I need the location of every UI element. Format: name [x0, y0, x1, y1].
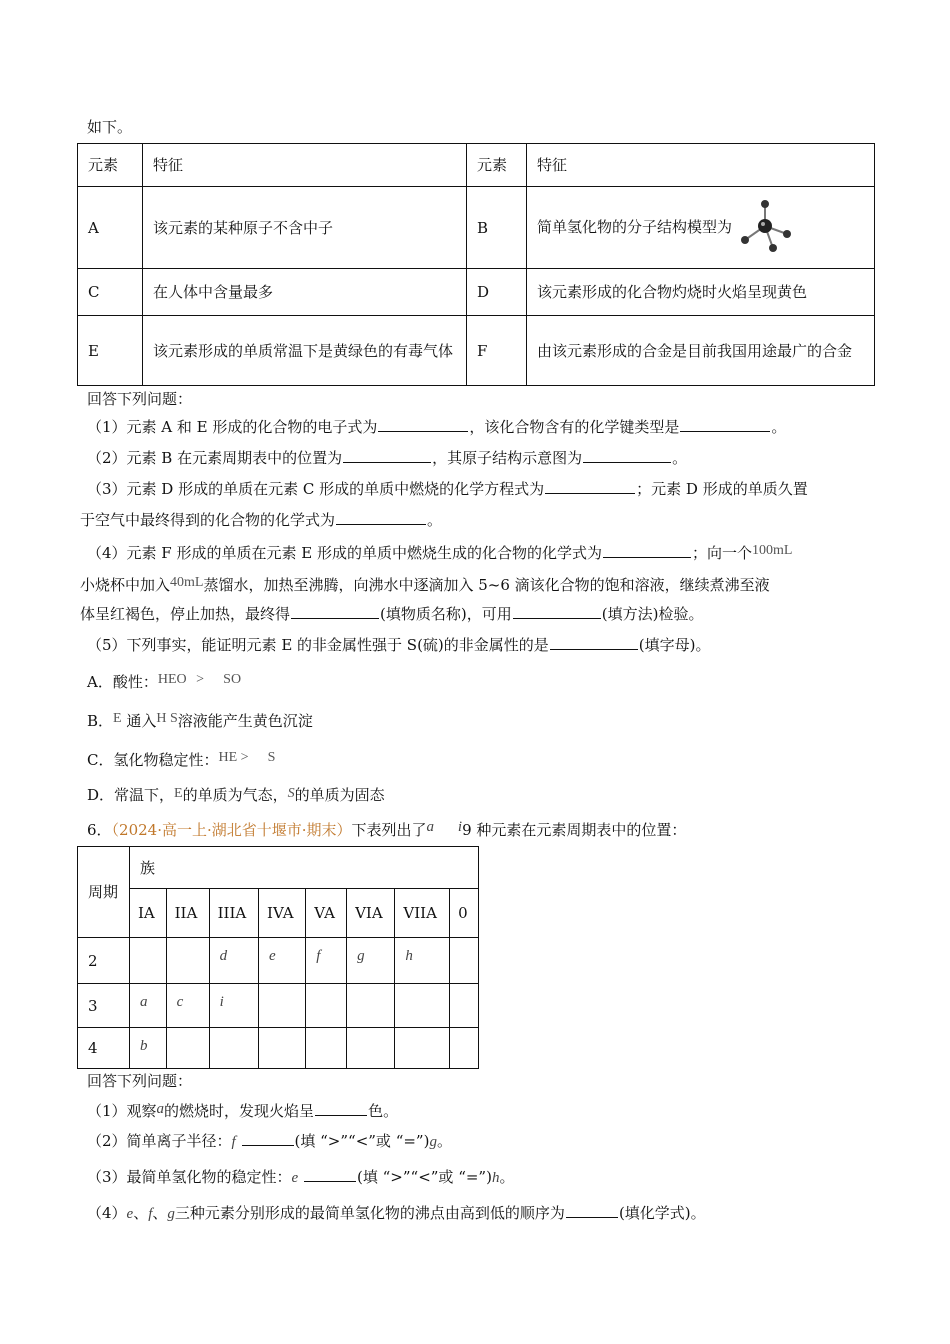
- answer-blank[interactable]: [242, 1131, 294, 1146]
- element-cell: [259, 984, 306, 1028]
- group-label: 0: [450, 889, 479, 938]
- element-cell: [166, 938, 209, 984]
- option-a[interactable]: A．酸性：HEO > SO: [87, 672, 242, 691]
- element-cell: f: [306, 938, 347, 984]
- q6-question-2: （2）简单离子半径：f (填 “>”“<”或 “=”)g。: [87, 1132, 452, 1150]
- cell-text: 简单氢化物的分子结构模型为: [537, 217, 733, 236]
- question-6-header: 6．（2024·高一上·湖北省十堰市·期末）下表列出了a i9 种元素在元素周期表中的位置：: [87, 819, 687, 839]
- methane-molecule-model-icon: [735, 198, 805, 258]
- element-cell: [166, 1028, 209, 1069]
- answer-blank[interactable]: [680, 417, 770, 432]
- element-cell: [306, 984, 347, 1028]
- element-cell: [130, 938, 167, 984]
- element-cell: [209, 1028, 258, 1069]
- cell: 在人体中含量最多: [143, 269, 467, 316]
- header-cell: 特征: [527, 144, 875, 187]
- period-header: 周期: [78, 847, 130, 938]
- answer-blank[interactable]: [304, 1167, 356, 1182]
- answer-blank[interactable]: [566, 1203, 618, 1218]
- question-2: （2）元素 B 在元素周期表中的位置为 ，其原子结构示意图为 。: [87, 449, 688, 467]
- prompt: 回答下列问题：: [87, 1072, 193, 1090]
- option-d[interactable]: D．常温下，E的单质为气态，S的单质为固态: [87, 786, 385, 804]
- element-cell: [450, 938, 479, 984]
- periodic-table-excerpt: [77, 846, 479, 1069]
- answer-blank[interactable]: [603, 543, 691, 558]
- header-cell: 特征: [143, 144, 467, 187]
- group-label: VIA: [347, 889, 395, 938]
- question-4: （4）元素 F 形成的单质在元素 E 形成的单质中燃烧生成的化合物的化学式为 ；向一个100mL: [87, 543, 793, 562]
- answer-blank[interactable]: [513, 604, 601, 619]
- cell: B: [467, 187, 527, 269]
- header-cell: 元素: [78, 144, 143, 187]
- group-label: VA: [306, 889, 347, 938]
- group-label: IIIA: [209, 889, 258, 938]
- cell: [527, 187, 875, 269]
- cell: C: [78, 269, 143, 316]
- cell: E: [78, 316, 143, 386]
- answer-blank[interactable]: [336, 510, 426, 525]
- question-5: （5）下列事实，能证明元素 E 的非金属性强于 S(硫)的非金属性的是 (填字母)。: [87, 636, 711, 654]
- element-cell: [395, 1028, 450, 1069]
- q6-question-4: （4）e、f、g三种元素分别形成的最简单氢化物的沸点由高到低的顺序为 (填化学式)。: [87, 1204, 706, 1222]
- element-cell: [259, 1028, 306, 1069]
- period-number: 3: [78, 984, 130, 1028]
- period-row: [78, 1028, 479, 1069]
- period-number: 2: [78, 938, 130, 984]
- element-cell: c: [166, 984, 209, 1028]
- option-c[interactable]: C．氢化物稳定性：HE > S: [87, 750, 276, 769]
- question-3: （3）元素 D 形成的单质在元素 C 形成的单质中燃烧的化学方程式为 ；元素 D 形成的单质久置: [87, 480, 808, 498]
- element-cell: e: [259, 938, 306, 984]
- header-cell: 元素: [467, 144, 527, 187]
- element-cell: [347, 1028, 395, 1069]
- element-cell: i: [209, 984, 258, 1028]
- answer-blank[interactable]: [291, 604, 379, 619]
- source-tag: （2024·高一上·湖北省十堰市·期末）: [111, 821, 352, 839]
- element-features-table: [77, 143, 875, 386]
- element-cell: d: [209, 938, 258, 984]
- prompt: 回答下列问题：: [87, 390, 193, 408]
- question-4-cont2: 体呈红褐色，停止加热，最终得 (填物质名称)，可用 (填方法)检验。: [80, 605, 704, 623]
- period-row: [78, 984, 479, 1028]
- element-cell: [347, 984, 395, 1028]
- cell: 该元素形成的化合物灼烧时火焰呈现黄色: [527, 269, 875, 316]
- cell: F: [467, 316, 527, 386]
- period-number: 4: [78, 1028, 130, 1069]
- cell: A: [78, 187, 143, 269]
- group-header: 族: [130, 847, 479, 889]
- period-row: [78, 938, 479, 984]
- group-label: IIA: [166, 889, 209, 938]
- element-cell: [306, 1028, 347, 1069]
- q6-question-1: （1）观察a的燃烧时，发现火焰呈 色。: [87, 1101, 399, 1120]
- cell: 该元素的某种原子不含中子: [143, 187, 467, 269]
- element-cell: [395, 984, 450, 1028]
- cell: 该元素形成的单质常温下是黄绿色的有毒气体: [143, 316, 467, 386]
- element-cell: h: [395, 938, 450, 984]
- answer-blank[interactable]: [343, 448, 431, 463]
- element-cell: [450, 984, 479, 1028]
- answer-blank[interactable]: [583, 448, 671, 463]
- element-cell: [450, 1028, 479, 1069]
- group-label: IA: [130, 889, 167, 938]
- intro-text: 如下。: [87, 118, 133, 136]
- answer-blank[interactable]: [378, 417, 468, 432]
- answer-blank[interactable]: [545, 479, 635, 494]
- answer-blank[interactable]: [550, 635, 638, 650]
- group-label: VIIA: [395, 889, 450, 938]
- answer-blank[interactable]: [315, 1101, 367, 1116]
- q6-question-3: （3）最简单氢化物的稳定性：e (填 “>”“<”或 “=”)h。: [87, 1168, 515, 1186]
- option-b[interactable]: B．E 通入H S溶液能产生黄色沉淀: [87, 711, 313, 730]
- question-3-cont: 于空气中最终得到的化合物的化学式为 。: [80, 511, 443, 529]
- cell: D: [467, 269, 527, 316]
- element-cell: g: [347, 938, 395, 984]
- question-4-cont: 小烧杯中加入40mL蒸馏水，加热至沸腾，向沸水中逐滴加入 5~6 滴该化合物的饱和溶液，继续煮沸至液: [80, 575, 770, 594]
- element-cell: b: [130, 1028, 167, 1069]
- question-1: （1）元素 A 和 E 形成的化合物的电子式为 ，该化合物含有的化学键类型是 。: [87, 418, 787, 436]
- group-label: IVA: [259, 889, 306, 938]
- cell: 由该元素形成的合金是目前我国用途最广的合金: [527, 316, 875, 386]
- element-cell: a: [130, 984, 167, 1028]
